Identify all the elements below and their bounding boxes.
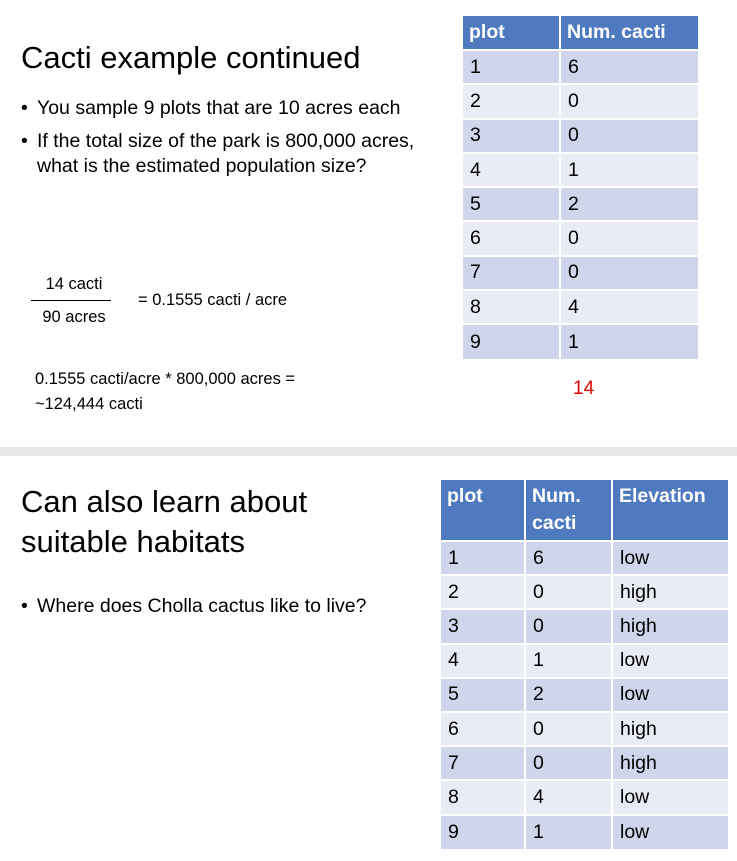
table-row xyxy=(463,119,698,153)
table-row xyxy=(441,575,728,609)
table-row xyxy=(441,609,728,643)
cell-plot: 3 xyxy=(463,119,560,153)
bullet-dot: • xyxy=(21,595,28,617)
cell-num-cacti: 0 xyxy=(560,256,698,290)
habitat-table xyxy=(441,480,728,849)
cell-plot: 3 xyxy=(441,609,525,643)
calculation-line: ~124,444 cacti xyxy=(35,395,143,413)
cell-plot: 9 xyxy=(441,815,525,849)
table-row xyxy=(463,153,698,187)
calculation-line: 0.1555 cacti/acre * 800,000 acres = xyxy=(35,370,296,388)
column-header-plot: plot xyxy=(463,16,560,50)
cell-num-cacti: 0 xyxy=(525,609,612,643)
bullet-item xyxy=(21,594,401,619)
cell-num-cacti: 4 xyxy=(525,780,612,814)
cell-elevation: high xyxy=(612,575,728,609)
table-row xyxy=(463,221,698,255)
column-header-plot: plot xyxy=(441,480,525,541)
bullet-list xyxy=(21,594,401,627)
table-row xyxy=(441,712,728,746)
bullet-item xyxy=(21,129,421,179)
bullet-text: Where does Cholla cactus like to live? xyxy=(37,595,367,617)
cell-plot: 4 xyxy=(441,644,525,678)
cell-elevation: low xyxy=(612,780,728,814)
table-row xyxy=(441,644,728,678)
cell-num-cacti: 0 xyxy=(525,746,612,780)
cacti-count-table xyxy=(463,16,698,359)
cell-num-cacti: 1 xyxy=(525,644,612,678)
population-calculation xyxy=(35,367,395,417)
slide-title: Can also learn about suitable habitats xyxy=(21,484,308,559)
bullet-dot: • xyxy=(21,97,28,119)
cell-plot: 2 xyxy=(463,84,560,118)
cell-num-cacti: 2 xyxy=(560,187,698,221)
cell-plot: 6 xyxy=(441,712,525,746)
bullet-text: You sample 9 plots that are 10 acres each xyxy=(37,97,401,119)
table-header-row xyxy=(463,16,698,50)
cell-plot: 8 xyxy=(463,290,560,324)
cell-plot: 5 xyxy=(463,187,560,221)
table-row xyxy=(463,50,698,84)
fraction-numerator: 14 cacti xyxy=(45,275,103,293)
cell-elevation: high xyxy=(612,746,728,780)
table-row xyxy=(441,541,728,575)
cell-num-cacti: 6 xyxy=(525,541,612,575)
bullet-text: If the total size of the park is 800,000 acres, what is the estimated population size? xyxy=(37,130,415,177)
slide-title: Cacti example continued xyxy=(21,40,361,75)
cell-num-cacti: 0 xyxy=(525,575,612,609)
cell-num-cacti: 6 xyxy=(560,50,698,84)
table-header-row xyxy=(441,480,728,541)
cell-plot: 9 xyxy=(463,324,560,358)
cell-elevation: low xyxy=(612,678,728,712)
cell-plot: 4 xyxy=(463,153,560,187)
cell-num-cacti: 0 xyxy=(525,712,612,746)
cell-plot: 5 xyxy=(441,678,525,712)
density-fraction xyxy=(29,272,119,329)
slide-separator xyxy=(0,447,737,456)
cell-num-cacti: 2 xyxy=(525,678,612,712)
cell-num-cacti: 1 xyxy=(560,153,698,187)
table-row xyxy=(463,290,698,324)
column-header-num-cacti: Num. cacti xyxy=(560,16,698,50)
table-row xyxy=(441,780,728,814)
cell-num-cacti: 1 xyxy=(525,815,612,849)
cell-plot: 7 xyxy=(441,746,525,780)
bullet-item xyxy=(21,96,421,121)
table-row xyxy=(463,187,698,221)
cell-elevation: low xyxy=(612,541,728,575)
cell-num-cacti: 0 xyxy=(560,84,698,118)
density-result: = 0.1555 cacti / acre xyxy=(138,291,288,309)
bullet-dot: • xyxy=(21,130,28,152)
cell-plot: 7 xyxy=(463,256,560,290)
cell-plot: 1 xyxy=(441,541,525,575)
cell-elevation: low xyxy=(612,815,728,849)
cell-plot: 6 xyxy=(463,221,560,255)
slide-suitable-habitats xyxy=(0,456,737,861)
column-header-elevation: Elevation xyxy=(612,480,728,541)
cell-num-cacti: 4 xyxy=(560,290,698,324)
cell-elevation: high xyxy=(612,712,728,746)
cell-plot: 8 xyxy=(441,780,525,814)
cell-num-cacti: 1 xyxy=(560,324,698,358)
table-row xyxy=(463,84,698,118)
table-row xyxy=(441,678,728,712)
cell-num-cacti: 0 xyxy=(560,119,698,153)
cell-elevation: high xyxy=(612,609,728,643)
column-header-num-cacti: Num. cacti xyxy=(525,480,612,541)
table-row xyxy=(463,256,698,290)
fraction-bar xyxy=(31,300,111,301)
fraction-denominator: 90 acres xyxy=(42,308,106,326)
cell-plot: 2 xyxy=(441,575,525,609)
table-row xyxy=(463,324,698,358)
cell-plot: 1 xyxy=(463,50,560,84)
cell-elevation: low xyxy=(612,644,728,678)
cell-num-cacti: 0 xyxy=(560,221,698,255)
bullet-list xyxy=(21,96,421,187)
table-row xyxy=(441,815,728,849)
total-count: 14 xyxy=(573,378,595,399)
table-row xyxy=(441,746,728,780)
